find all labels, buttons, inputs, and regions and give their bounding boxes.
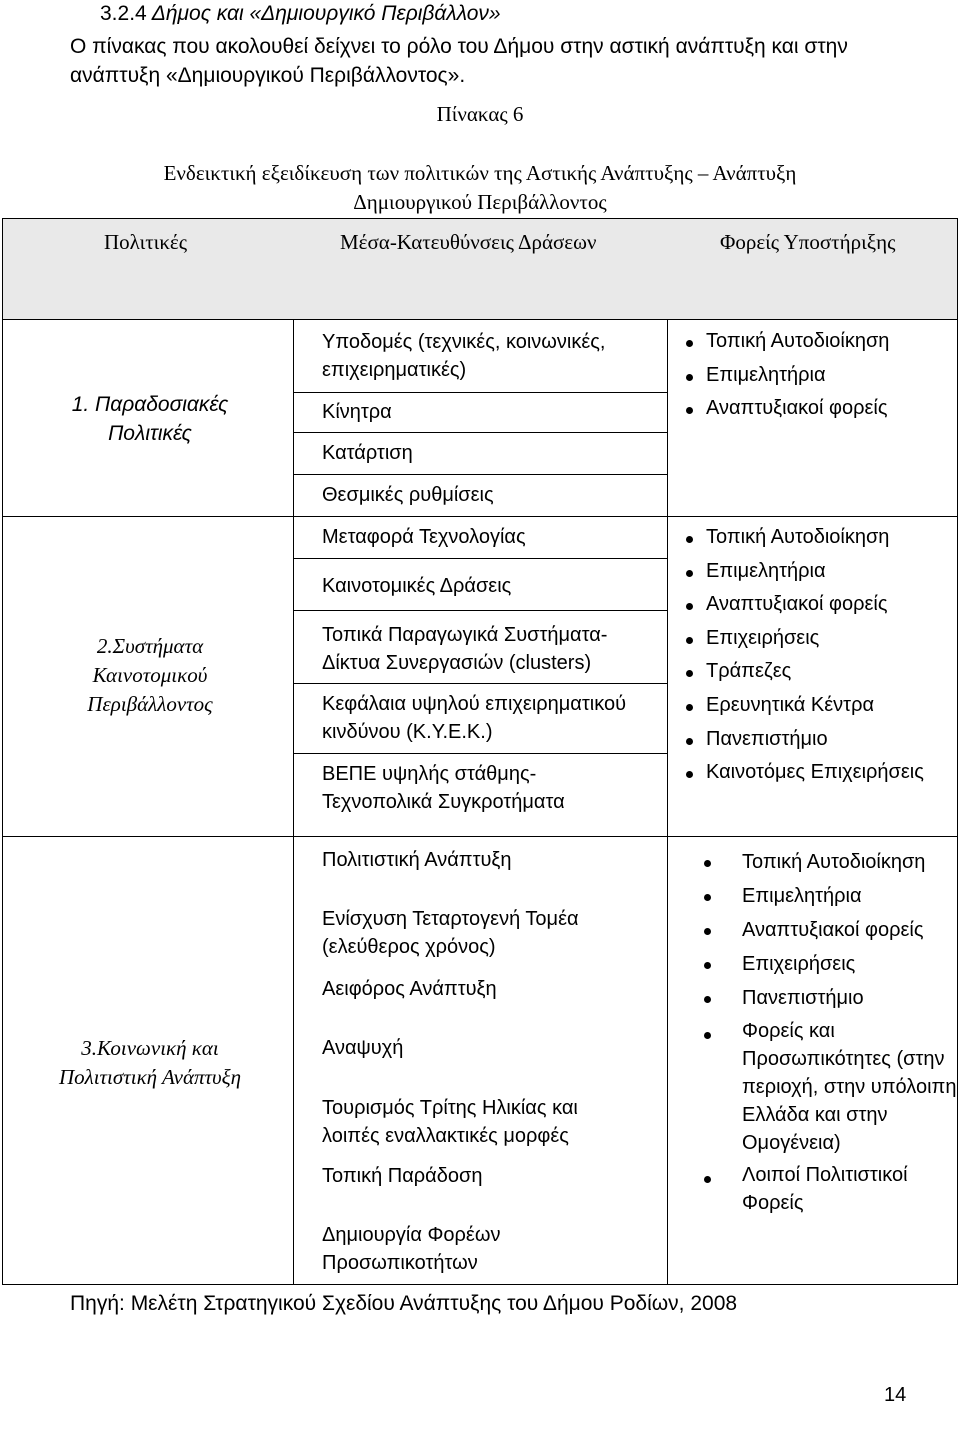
measure-item: Θεσμικές ρυθμίσεις: [322, 484, 494, 506]
measure-item: Αναψυχή: [322, 1037, 404, 1059]
support-body-item: Ερευνητικά Κέντρα: [686, 689, 924, 723]
policy-traditional: [20, 390, 280, 448]
policy-line: 3.Κοινωνική και: [81, 1036, 219, 1060]
policy-line: 2.Συστήματα: [96, 634, 204, 658]
page-number: 14: [884, 1384, 907, 1406]
support-body-item: Λοιποί Πολιτιστικοί Φορείς: [704, 1161, 957, 1217]
measure-item: Τοπικά Παραγωγικά Συστήματα-Δίκτυα Συνεργασιών (clusters): [322, 624, 608, 674]
section-number: 3.2.4: [100, 2, 147, 25]
intro-paragraph: Ο πίνακας που ακολουθεί δείχνει το ρόλο του Δήμου στην αστική ανάπτυξη και στην ανάπτυξη «Δημιουργικού Περιβάλλοντος».: [70, 35, 848, 87]
measure-item: Πολιτιστική Ανάπτυξη: [322, 849, 512, 871]
measure-item: Ενίσχυση Τεταρτογενή Τομέα (ελεύθερος χρόνος): [322, 908, 579, 958]
section-title: Δήμος και «Δημιουργικό Περιβάλλον»: [151, 2, 501, 25]
measure-item: Δημιουργία Φορέων Προσωπικοτήτων: [322, 1224, 501, 1274]
measure-separator: [293, 610, 667, 611]
table-border-bottom: [2, 1284, 958, 1285]
measure-item: Τοπική Παράδοση: [322, 1165, 483, 1187]
measure-separator: [293, 683, 667, 684]
support-body-item: Αναπτυξιακοί φορείς: [686, 588, 924, 622]
support-body-item: Επιχειρήσεις: [686, 622, 924, 656]
column-divider-1: [293, 320, 294, 1284]
policy-innovation: [20, 632, 280, 719]
measure-item: Αειφόρος Ανάπτυξη: [322, 978, 497, 1000]
support-body-item: Τράπεζες: [686, 655, 924, 689]
support-body-item: Αναπτυξιακοί φορείς: [686, 392, 889, 426]
header-measures: Μέσα-Κατευθύνσεις Δράσεων: [340, 230, 597, 254]
support-body-item: Τοπική Αυτοδιοίκηση: [686, 325, 889, 359]
support-bodies-list: [704, 845, 957, 1221]
measure-separator: [293, 558, 667, 559]
table-caption-number: Πίνακας 6: [436, 102, 524, 126]
support-body-item: Επιμελητήρια: [686, 359, 889, 393]
support-body-item: Τοπική Αυτοδιοίκηση: [686, 521, 924, 555]
policy-line: Περιβάλλοντος: [87, 692, 213, 716]
table-caption-line-2: Δημιουργικού Περιβάλλοντος: [353, 190, 607, 214]
row-divider-2: [2, 836, 958, 837]
support-body-item: Καινοτόμες Επιχειρήσεις: [686, 756, 924, 790]
policy-line: Πολιτιστική Ανάπτυξη: [58, 1065, 242, 1089]
measure-item: Καινοτομικές Δράσεις: [322, 575, 512, 597]
support-body-item: Τοπική Αυτοδιοίκηση: [704, 845, 957, 879]
support-body-item: Επιμελητήρια: [704, 879, 957, 913]
measure-item: Τουρισμός Τρίτης Ηλικίας και λοιπές εναλλακτικές μορφές: [322, 1097, 578, 1147]
support-bodies-list: [686, 325, 889, 426]
header-support-bodies: Φορείς Υποστήριξης: [720, 230, 896, 254]
policy-line: Καινοτομικού: [92, 663, 208, 687]
measure-item: Υποδομές (τεχνικές, κοινωνικές, επιχειρηματικές): [322, 331, 606, 381]
policy-line: 1. Παραδοσιακές: [71, 393, 229, 416]
support-body-item: Επιμελητήρια: [686, 555, 924, 589]
support-body-item: Πανεπιστήμιο: [704, 981, 957, 1015]
source-note: Πηγή: Μελέτη Στρατηγικού Σχεδίου Ανάπτυξης του Δήμου Ροδίων, 2008: [70, 1292, 738, 1315]
measure-item: ΒΕΠΕ υψηλής στάθμης-Τεχνοπολικά Συγκροτήματα: [322, 763, 565, 813]
column-divider-2: [667, 320, 668, 1284]
section-heading: [100, 2, 501, 26]
policy-line: Πολιτικές: [108, 422, 192, 445]
measure-item: Κατάρτιση: [322, 442, 413, 464]
measure-item: Κίνητρα: [322, 401, 392, 423]
measure-separator: [293, 474, 667, 475]
support-bodies-list: [686, 521, 924, 790]
support-body-item: Πανεπιστήμιο: [686, 723, 924, 757]
measure-separator: [293, 753, 667, 754]
table-caption-line-1: Ενδεικτική εξειδίκευση των πολιτικών της Αστικής Ανάπτυξης – Ανάπτυξη: [163, 161, 797, 185]
policy-social-cultural: [20, 1034, 280, 1092]
support-body-item: Επιχειρήσεις: [704, 947, 957, 981]
header-policies: Πολιτικές: [104, 230, 188, 254]
row-divider-1: [2, 516, 958, 517]
measure-separator: [293, 432, 667, 433]
support-body-item: Φορείς και Προσωπικότητες (στην περιοχή, στην υπόλοιπη Ελλάδα και στην Ομογένεια): [704, 1017, 957, 1157]
support-body-item: Αναπτυξιακοί φορείς: [704, 913, 957, 947]
measure-separator: [293, 392, 667, 393]
table-border-right: [957, 320, 958, 1284]
measure-item: Κεφάλαια υψηλού επιχειρηματικού κινδύνου (Κ.Υ.Ε.Κ.): [322, 693, 627, 743]
measure-item: Μεταφορά Τεχνολογίας: [322, 526, 526, 548]
table-border-left: [2, 320, 3, 1284]
